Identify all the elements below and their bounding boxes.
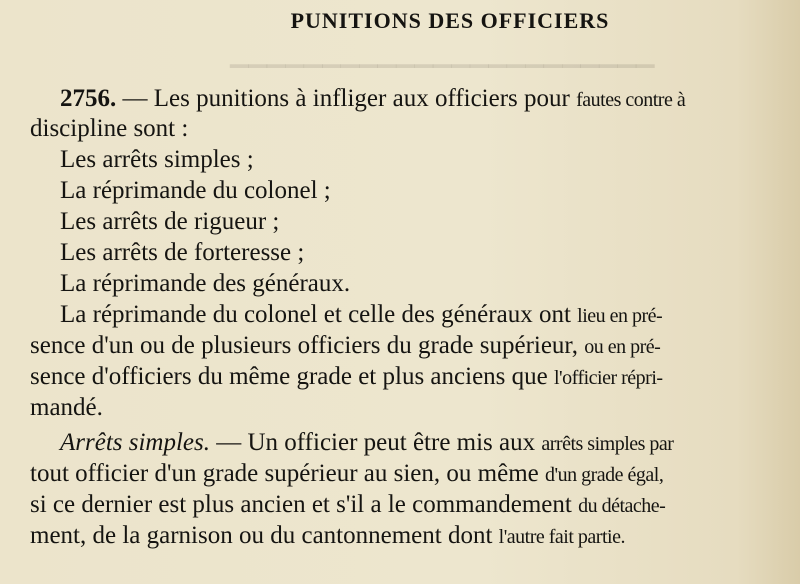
para2-text-small: lieu en pré- xyxy=(577,305,663,327)
para2-line-4: mandé. xyxy=(30,394,103,421)
para3-text: — Un officier peut être mis aux xyxy=(210,429,536,456)
page-header: PUNITIONS DES OFFICIERS xyxy=(290,8,610,33)
article-intro-line-1 xyxy=(60,84,685,115)
para3-text: si ce dernier est plus ancien et s'il a le commandement xyxy=(30,491,572,518)
para3-line-1 xyxy=(60,428,673,459)
para2-text-small: ou en pré- xyxy=(584,336,661,358)
para2-line-1 xyxy=(60,300,662,331)
para3-line-3 xyxy=(30,490,665,521)
para3-line-2 xyxy=(30,459,663,490)
para2-text: sence d'un ou de plusieurs officiers du grade supérieur, xyxy=(30,332,579,359)
para2-text-small: l'officier répri- xyxy=(554,367,663,389)
para2-text: La réprimande du colonel et celle des généraux ont xyxy=(60,301,571,328)
para2-line-3 xyxy=(30,362,663,393)
para3-text-small: l'autre fait partie. xyxy=(498,526,625,548)
para3-text: ment, de la garnison ou du cantonnement dont xyxy=(30,522,493,549)
para3-text-small: du détache- xyxy=(578,495,666,517)
para3-text-small: d'un grade égal, xyxy=(545,464,664,486)
article-intro-line-2: discipline sont : xyxy=(30,115,189,142)
para3-line-4 xyxy=(30,521,625,552)
para2-text: sence d'officiers du même grade et plus anciens que xyxy=(30,363,548,390)
article-number: 2756. xyxy=(60,85,117,112)
list-item: Les arrêts de forteresse ; xyxy=(60,239,305,266)
article-intro-text-small: fautes contre à xyxy=(576,89,686,111)
para2-line-2 xyxy=(30,331,660,362)
para3-text: tout officier d'un grade supérieur au sien, ou même xyxy=(30,460,539,487)
list-item: Les arrêts de rigueur ; xyxy=(60,208,280,235)
list-item: La réprimande des généraux. xyxy=(60,270,351,297)
para3-text-small: arrêts simples par xyxy=(541,433,674,455)
list-item: Les arrêts simples ; xyxy=(60,146,254,173)
show-through: ▁▁▁▁▁▁▁▁▁▁▁▁▁▁▁▁▁▁▁▁▁▁▁ xyxy=(230,42,655,68)
article-intro-text: — Les punitions à infliger aux officiers pour xyxy=(116,85,570,112)
list-item: La réprimande du colonel ; xyxy=(60,177,331,204)
para3-title: Arrêts simples. xyxy=(60,429,210,456)
